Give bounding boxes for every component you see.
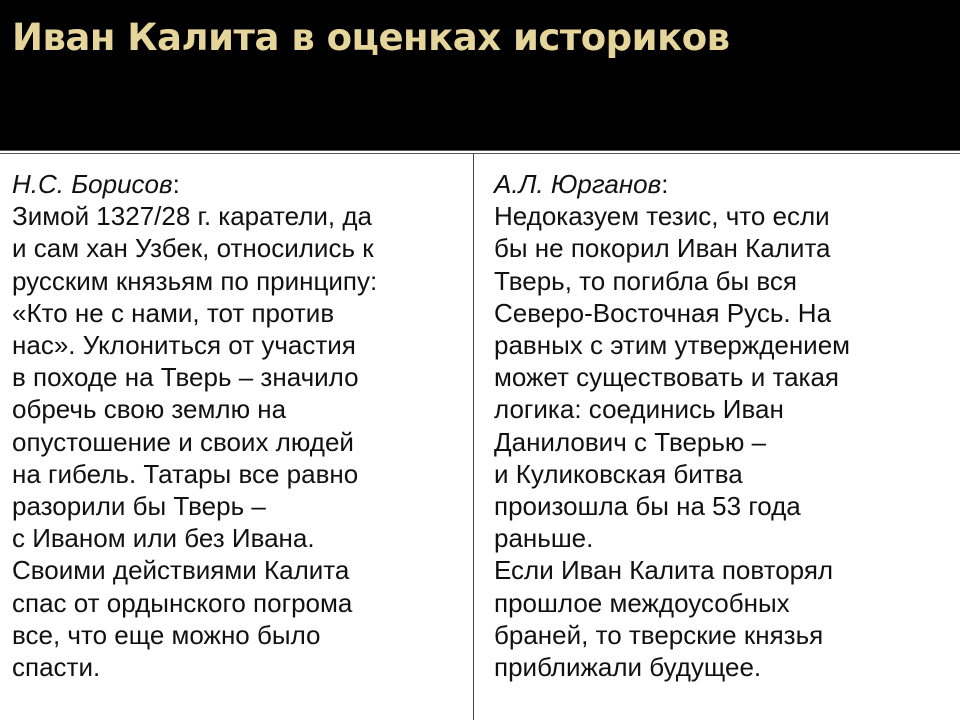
left-text-line: с Иваном или без Ивана. [12,523,315,554]
left-author-name: Н.С. Борисов [12,169,173,199]
left-text-line: и сам хан Узбек, относились к [12,233,374,264]
right-text-line: браней, то тверские князья [494,619,824,650]
slide-header [0,0,960,150]
right-text-line: Северо-Восточная Русь. На [494,297,832,328]
right-author-name: А.Л. Юрганов [494,169,662,199]
right-column [494,168,949,683]
right-text-line: равных с этим утверждением [494,330,851,361]
left-text-line: спасти. [12,652,101,683]
left-text-line: Своими действиями Калита [12,555,350,586]
right-text-line: прошлое междоусобных [494,587,790,618]
right-author-colon: : [661,169,669,199]
left-author-line [12,168,467,200]
right-text-line: логика: соединись Иван [494,394,784,425]
right-text-line: бы не покорил Иван Калита [494,233,831,264]
right-text-line: Если Иван Калита повторял [494,555,834,586]
column-divider [473,154,474,720]
separator-line-top [0,150,960,151]
left-text-line: все, что еще можно было [12,619,321,650]
left-column [12,168,467,683]
left-text-line: нас». Уклониться от участия [12,330,356,361]
right-text-line: Тверь, то погибла бы вся [494,265,797,296]
left-text-line: на гибель. Татары все равно [12,458,359,489]
left-text-line: «Кто не с нами, тот против [12,297,335,328]
right-text-line: и Куликовская битва [494,458,743,489]
right-text-line: может существовать и такая [494,362,840,393]
left-text-line: русским князьям по принципу: [12,265,378,296]
right-text-line: Данилович с Тверью – [494,426,767,457]
left-text-line: опустошение и своих людей [12,426,354,457]
comparison-table [0,154,960,720]
left-text-line: спас от ордынского погрома [12,587,353,618]
left-text-line: разорили бы Тверь – [12,491,266,522]
left-text [12,200,467,683]
slide-title: Иван Калита в оценках историков [12,16,730,59]
left-author-colon: : [172,169,180,199]
right-author-line [494,168,949,200]
right-text-line: раньше. [494,523,594,554]
right-text [494,200,949,683]
left-text-line: обречь свою землю на [12,394,287,425]
left-text-line: в походе на Тверь – значило [12,362,359,393]
right-text-line: произошла бы на 53 года [494,491,801,522]
right-text-line: Недоказуем тезис, что если [494,201,830,232]
right-text-line: приближали будущее. [494,652,762,683]
left-text-line: Зимой 1327/28 г. каратели, да [12,201,373,232]
